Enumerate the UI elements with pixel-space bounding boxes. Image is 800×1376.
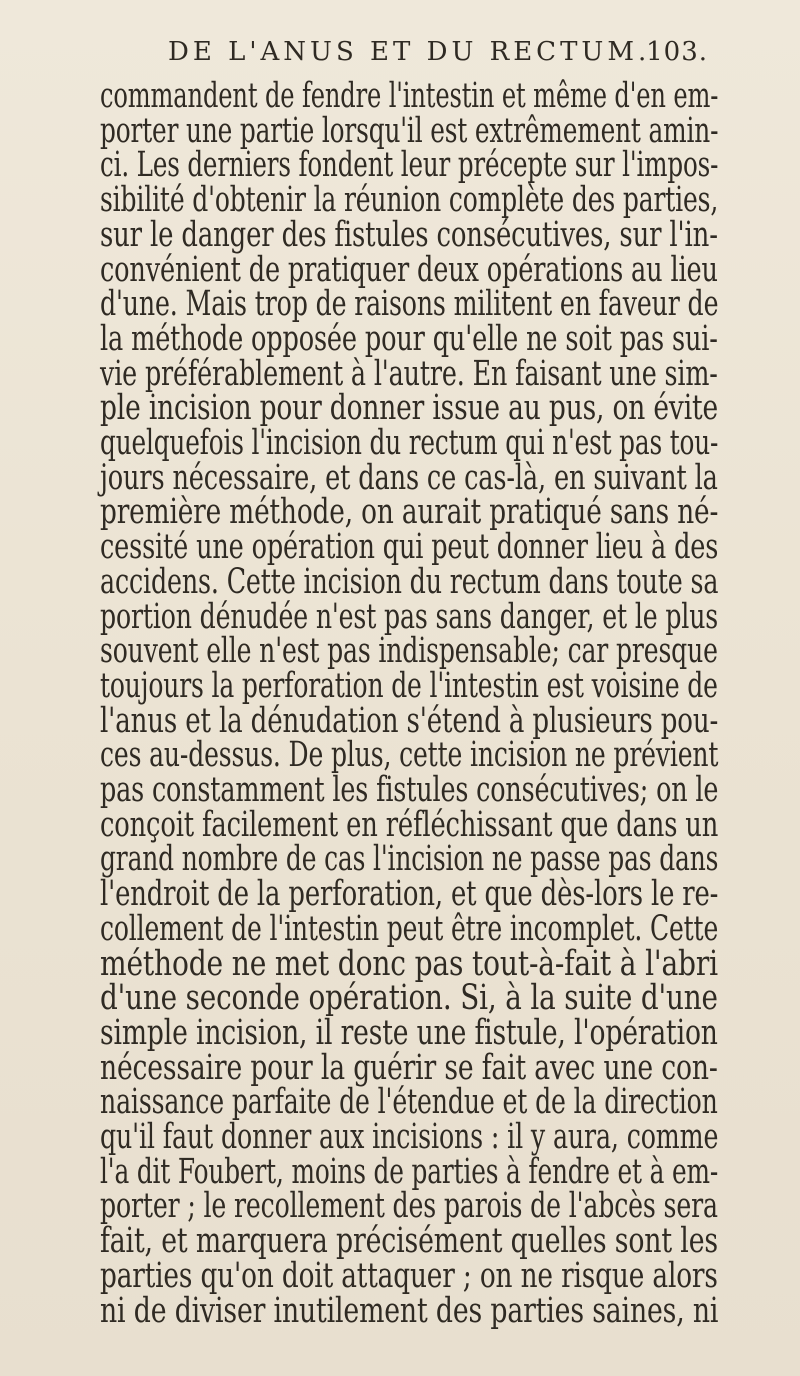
text-line: ple incision pour donner issue au pus, on évite bbox=[100, 388, 718, 429]
text-line: cessité une opération qui peut donner lieu à des bbox=[100, 527, 719, 568]
text-line: toujours la perforation de l'intestin est voisine de bbox=[100, 665, 718, 706]
text-line: première méthode, on aurait pratiqué sans né- bbox=[100, 492, 719, 533]
text-line: l'anus et la dénudation s'étend à plusieurs pou- bbox=[100, 700, 719, 741]
text-line: convénient de pratiquer deux opérations au lieu bbox=[100, 249, 718, 290]
text-line: naissance parfaite de l'étendue et de la direction bbox=[100, 1082, 718, 1123]
text-line: pas constamment les fistules consécutives; on le bbox=[100, 770, 719, 810]
text-line: collement de l'intestin peut être incomplet. Cette bbox=[100, 908, 719, 949]
page-number: 103. bbox=[646, 37, 708, 67]
text-line: grand nombre de cas l'incision ne passe pas dans bbox=[100, 839, 719, 880]
text-line: quelquefois l'incision du rectum qui n'est pas tou- bbox=[100, 423, 719, 463]
running-title: DE L'ANUS ET DU RECTUM. bbox=[168, 37, 651, 67]
text-line: l'endroit de la perforation, et que dès-lors le re- bbox=[100, 874, 719, 915]
body-text bbox=[0, 72, 800, 1331]
text-line: ces au-dessus. De plus, cette incision ne prévient bbox=[100, 735, 719, 776]
text-line: d'une seconde opération. Si, à la suite d'une bbox=[100, 978, 718, 1019]
text-line: sur le danger des fistules consécutives, sur l'in- bbox=[100, 214, 718, 255]
text-line: commandent de fendre l'intestin et même d'en em- bbox=[100, 76, 719, 116]
text-line: parties qu'on doit attaquer ; on ne risque alors bbox=[100, 1255, 718, 1296]
text-line: fait, et marquera précisément quelles sont les bbox=[100, 1221, 718, 1262]
text-line: souvent elle n'est pas indispensable; car presque bbox=[100, 631, 718, 672]
text-line: l'a dit Foubert, moins de parties à fendre et à em- bbox=[100, 1151, 719, 1192]
text-line: ci. Les derniers fondent leur précepte sur l'impos- bbox=[100, 145, 719, 186]
text-line: la méthode opposée pour qu'elle ne soit pas sui- bbox=[100, 318, 718, 359]
text-line: accidens. Cette incision du rectum dans toute sa bbox=[100, 561, 719, 602]
running-head bbox=[168, 34, 708, 70]
text-line: nécessaire pour la guérir se fait avec une con- bbox=[100, 1047, 718, 1088]
text-line: qu'il faut donner aux incisions : il y aura, comme bbox=[100, 1117, 719, 1157]
text-line: jours nécessaire, et dans ce cas-là, en suivant la bbox=[100, 457, 718, 498]
text-line: porter une partie lorsqu'il est extrêmement amin- bbox=[100, 110, 719, 151]
text-line: ni de diviser inutilement des parties saines, ni bbox=[100, 1290, 719, 1331]
text-line: conçoit facilement en réfléchissant que dans un bbox=[100, 804, 719, 845]
text-line: méthode ne met donc pas tout-à-fait à l'abri bbox=[100, 943, 718, 984]
text-line: portion dénudée n'est pas sans danger, et le plus bbox=[100, 596, 719, 637]
text-line: porter ; le recollement des parois de l'abcès sera bbox=[100, 1186, 718, 1227]
text-line: vie préférablement à l'autre. En faisant une sim- bbox=[100, 353, 718, 394]
text-line: simple incision, il reste une fistule, l'opération bbox=[100, 1012, 718, 1053]
text-line: sibilité d'obtenir la réunion complète des parties, bbox=[100, 180, 719, 221]
text-line: d'une. Mais trop de raisons militent en faveur de bbox=[100, 284, 719, 325]
